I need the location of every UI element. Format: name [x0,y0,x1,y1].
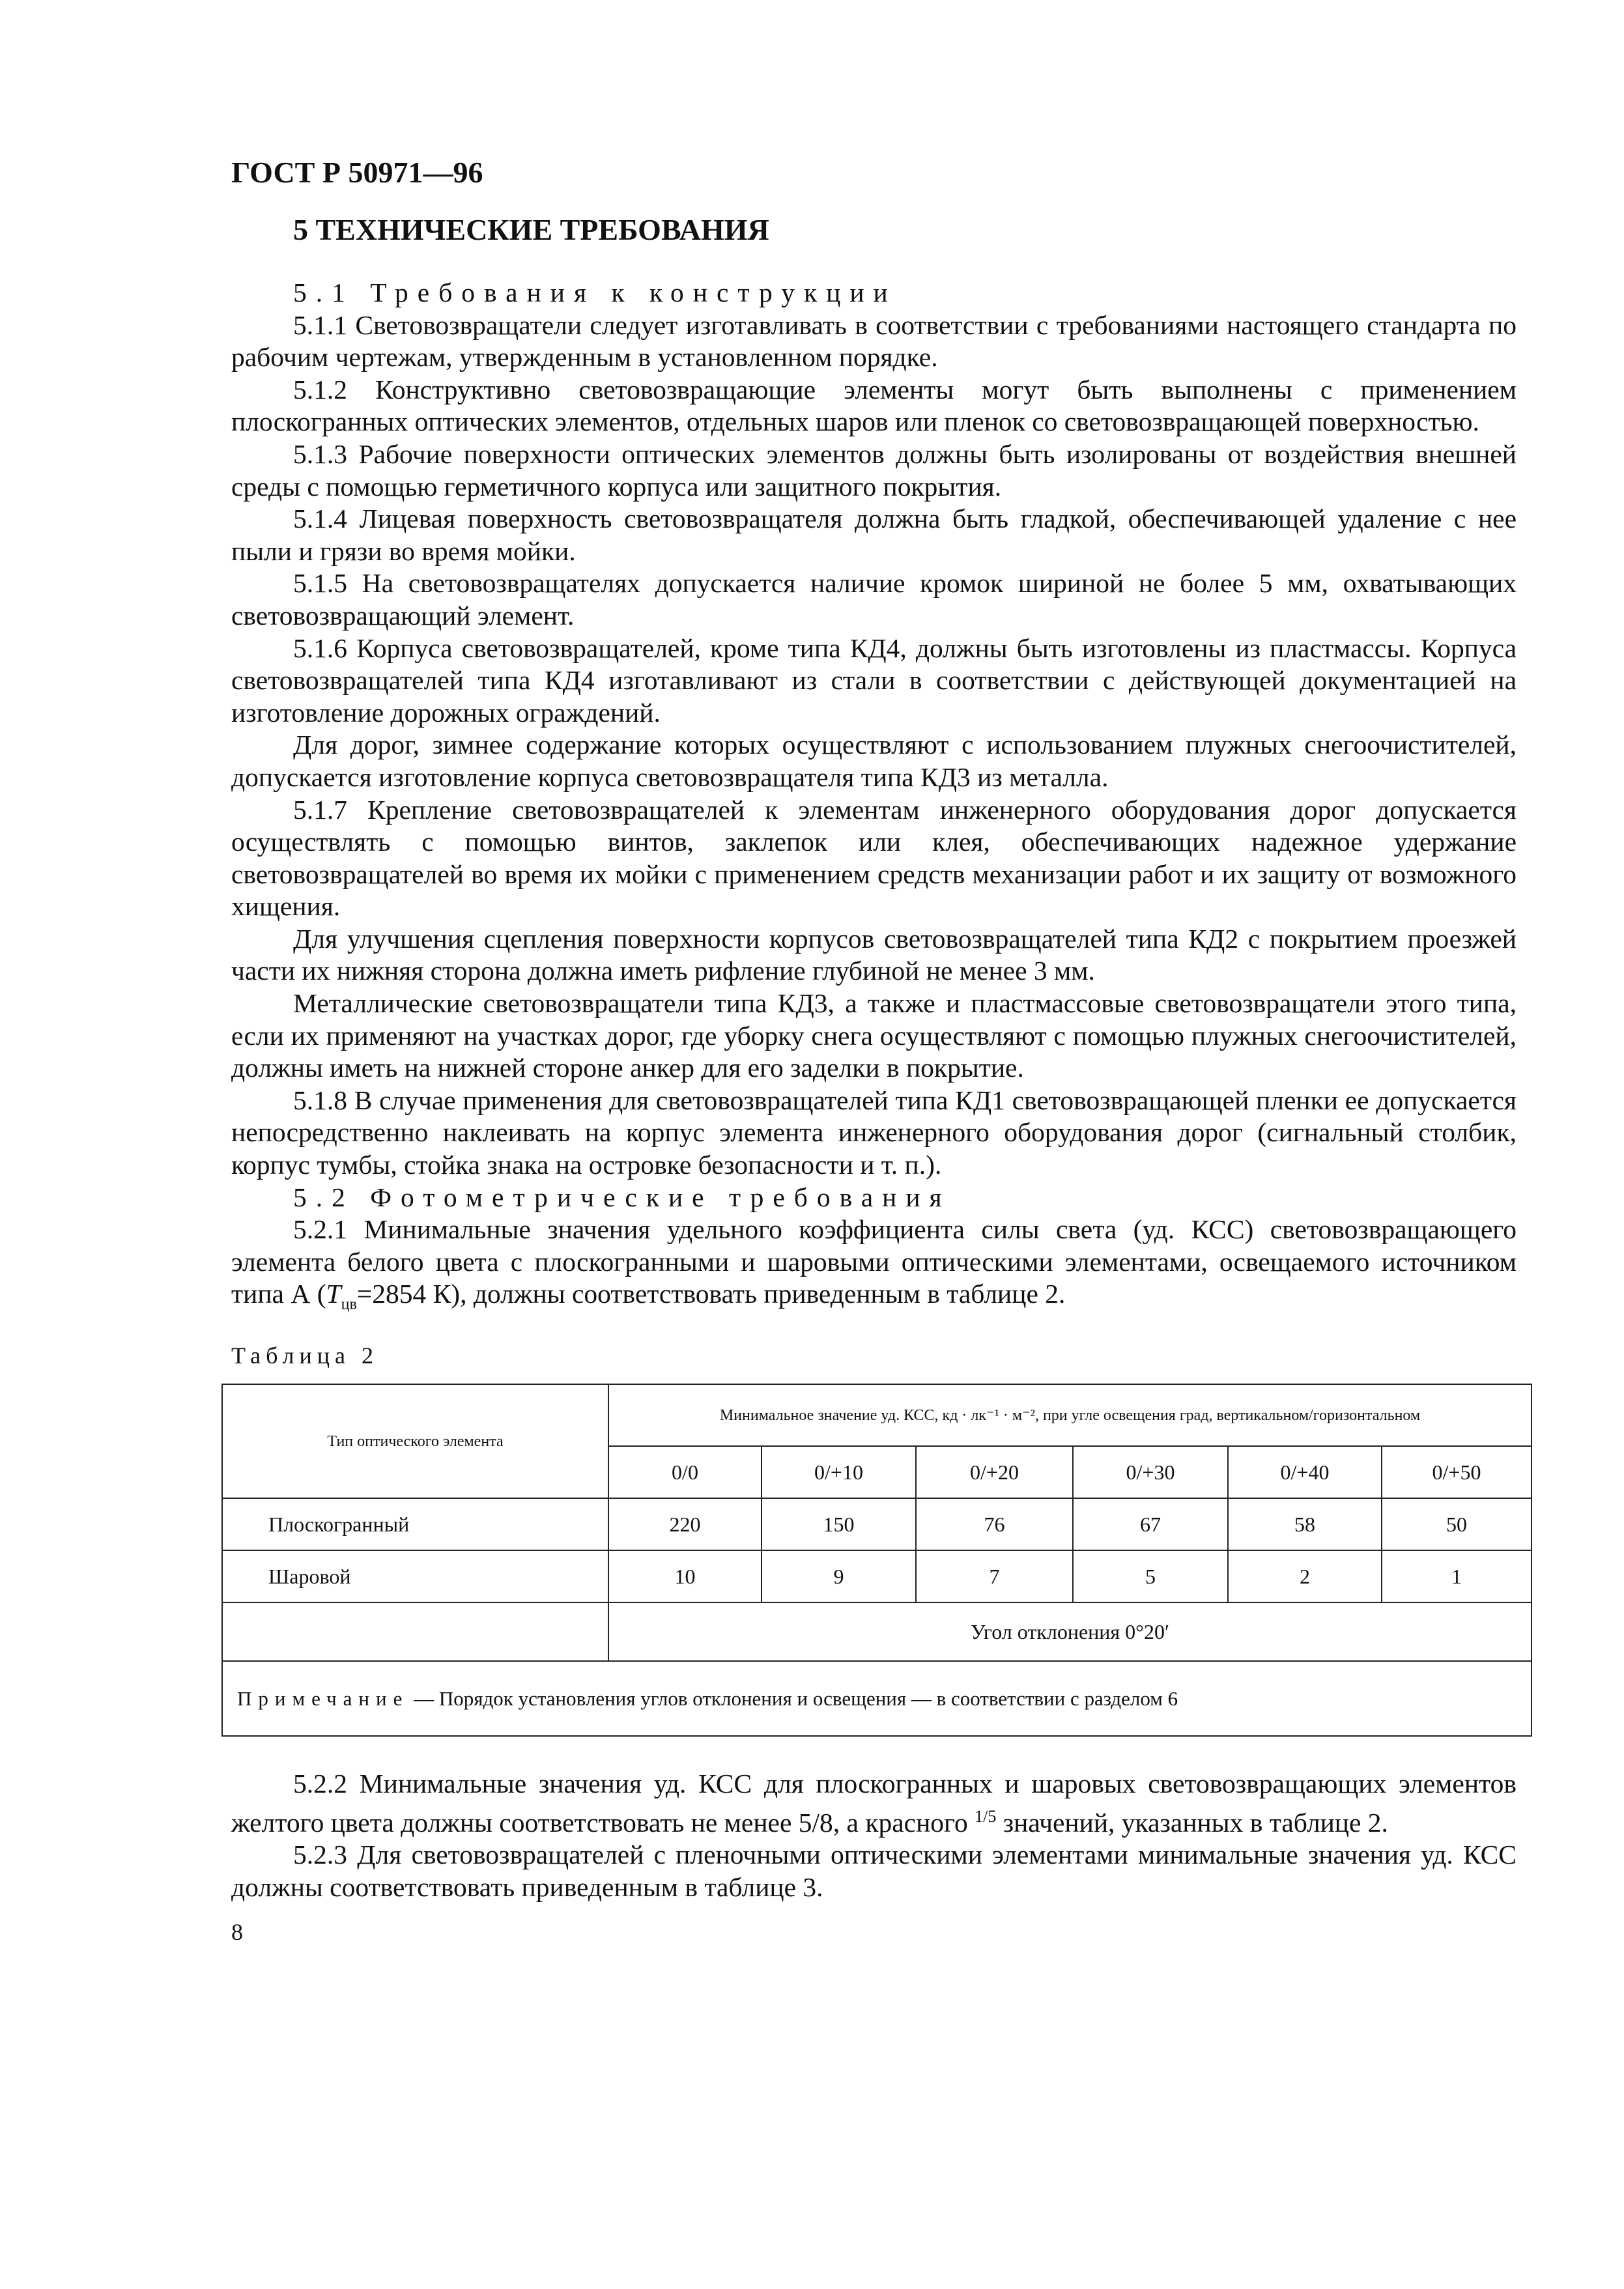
table-header-row [222,1384,1531,1446]
section-title: 5 ТЕХНИЧЕСКИЕ ТРЕБОВАНИЯ [293,213,769,246]
paragraph-5-1-8: 5.1.8 В случае применения для световозвращателей типа КД1 световозвращающей пленки ее допускается непосредственно наклеивать на корпус элемента инженерного оборудования дорог (сигнальный столбик, корпус тумбы, стойка знака на островке безопасности и т. п.). [231,1085,1517,1180]
table-2 [221,1384,1532,1737]
value-cell: 9 [762,1550,916,1602]
paragraph-5-1-7: 5.1.7 Крепление световозвращателей к элементам инженерного оборудования дорог допускается осуществлять с помощью винтов, заклепок или клея, обеспечивающих надежное удержание световозвращателей во время их мойки с применением средств механизации работ и их защиту от возможного хищения. [231,794,1517,922]
value-cell: 1 [1382,1550,1531,1602]
value-cell: 50 [1382,1498,1531,1550]
paragraph-5-2-1 [231,1214,1517,1321]
value-cell: 58 [1228,1498,1382,1550]
paragraph-5-1-2: 5.1.2 Конструктивно световозвращающие элементы могут быть выполнены с применением плоскогранных оптических элементов, отдельных шаров или пленок со световозвращающей поверхностью. [231,374,1517,437]
value-cell: 76 [916,1498,1073,1550]
paragraph-5-1-3: 5.1.3 Рабочие поверхности оптических элементов должны быть изолированы от воздействия внешней среды с помощью герметичного корпуса или защитного покрытия. [231,438,1517,502]
paragraph-5-2-2 [231,1768,1517,1839]
table-label: Таблица 2 [231,1343,378,1369]
value-cell: 220 [608,1498,762,1550]
page-number: 8 [231,1918,243,1945]
subsection-5-1-title: 5.1 Требования к конструкции [293,277,897,307]
paragraph-5-1-4: 5.1.4 Лицевая поверхность световозвращателя должна быть гладкой, обеспечивающей удаление с нее пыли и грязи во время мойки. [231,504,1517,566]
paragraph-5-2-2-text-b: значений, указанных в таблице 2. [996,1807,1388,1838]
table-row [222,1498,1531,1550]
value-cell: 150 [762,1498,916,1550]
paragraph-5-2-2-text-a: 5.2.2 Минимальные значения уд. КСС для плоскогранных и шаровых световозвращающих элементов желтого цвета должны соответствовать не менее 5/8, а красного [231,1769,1517,1838]
paragraph-5-1-1: 5.1.1 Световозвращатели следует изготавливать в соответствии с требованиями настоящего стандарта по рабочим чертежам, утвержденным в установленном порядке. [231,309,1517,373]
value-cell: 7 [916,1550,1073,1602]
document-header: ГОСТ Р 50971—96 [231,156,483,189]
row-type-cell: Шаровой [222,1550,608,1602]
deviation-cell: Угол отклонения 0°20′ [608,1602,1531,1661]
note-label: Примечание [237,1686,409,1710]
temperature-symbol: T [326,1279,341,1309]
paragraph-5-1-7-b: Для улучшения сцепления поверхности корпусов световозвращателей типа КД2 с покрытием проезжей части их нижняя сторона должна иметь рифление глубиной не менее 3 мм. [231,923,1517,986]
subsection-5-2-title: 5.2 Фотометрические требования [293,1182,951,1212]
angle-cell: 0/+20 [916,1446,1073,1498]
paragraph-5-2-1-text-a: 5.2.1 Минимальные значения удельного коэффициента силы света (уд. КСС) световозвращающего элемента белого цвета с плоскогранными и шаровыми оптическими элементами, освещаемого источником типа А ( [231,1214,1517,1309]
paragraph-5-1-5: 5.1.5 На световозвращателях допускается наличие кромок шириной не более 5 мм, охватывающих световозвращающий элемент. [231,568,1517,631]
col-type-header: Тип оптического элемента [222,1384,608,1498]
row-type-cell: Плоскогранный [222,1498,608,1550]
value-cell: 67 [1073,1498,1228,1550]
temperature-subscript: цв [341,1296,357,1313]
table-row [222,1550,1531,1602]
table-note [222,1661,1531,1736]
note-text: — Порядок установления углов отклонения и освещения — в соответствии с разделом 6 [408,1686,1178,1710]
document-page [231,153,1517,1946]
angle-cell: 0/+40 [1228,1446,1382,1498]
angle-cell: 0/0 [608,1446,762,1498]
paragraph-5-1-7-c: Металлические световозвращатели типа КД3, а также и пластмассовые световозвращатели этого типа, если их применяют на участках дорог, где уборку снега осуществляют с помощью плужных снегоочистителей, должны иметь на нижней стороне анкер для его заделки в покрытие. [231,988,1517,1083]
paragraph-5-1-6-b: Для дорог, зимнее содержание которых осуществляют с использованием плужных снегоочистителей, допускается изготовление корпуса световозвращателя типа КД3 из металла. [231,730,1517,792]
value-cell: 2 [1228,1550,1382,1602]
angle-cell: 0/+50 [1382,1446,1531,1498]
value-cell: 5 [1073,1550,1228,1602]
fraction: 1/5 [975,1806,997,1826]
value-cell: 10 [608,1550,762,1602]
paragraph-5-2-1-text-b: =2854 К), должны соответствовать приведенным в таблице 2. [356,1279,1066,1309]
deviation-row [222,1602,1531,1661]
angle-cell: 0/+10 [762,1446,916,1498]
angle-cell: 0/+30 [1073,1446,1228,1498]
note-row [222,1661,1531,1736]
paragraph-5-1-6: 5.1.6 Корпуса световозвращателей, кроме типа КД4, должны быть изготовлены из пластмассы. Корпуса световозвращателей типа КД4 изготавливают из стали в соответствии с действующей документацией на изготовление дорожных ограждений. [231,633,1517,728]
col-values-header: Минимальное значение уд. КСС, кд · лк⁻¹ · м⁻², при угле освещения град, вертикальном/горизонтальном [608,1384,1531,1446]
paragraph-5-2-3: 5.2.3 Для световозвращателей с пленочными оптическими элементами минимальные значения уд. КСС должны соответствовать приведенным в таблице 3. [231,1840,1517,1902]
empty-cell [222,1602,608,1661]
